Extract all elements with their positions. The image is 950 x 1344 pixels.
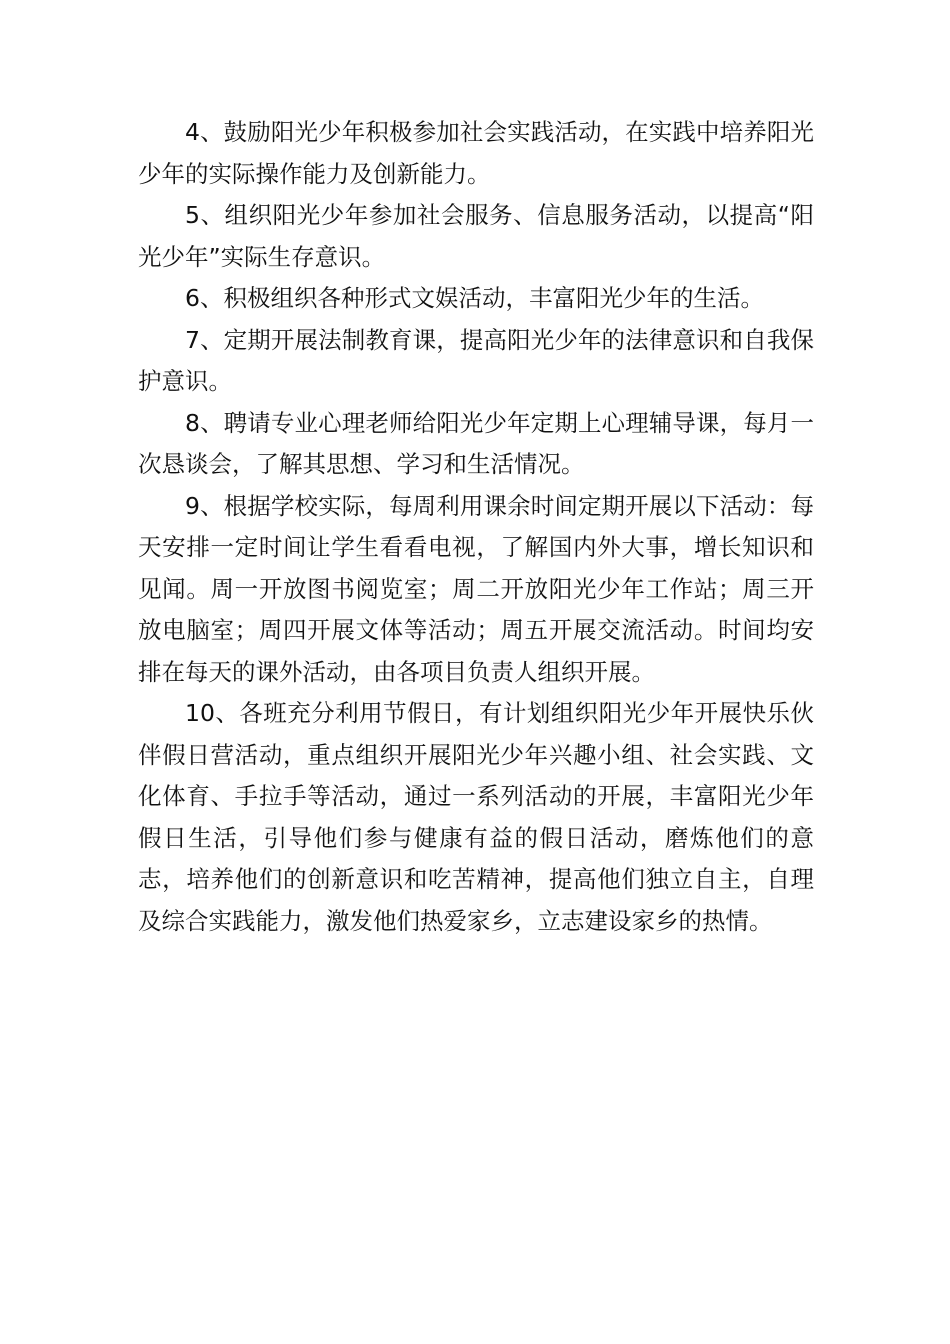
paragraph-item-7: 7、定期开展法制教育课，提高阳光少年的法律意识和自我保护意识。 [138, 325, 814, 395]
paragraph-item-4: 4、鼓励阳光少年积极参加社会实践活动，在实践中培养阳光少年的实际操作能力及创新能力。 [138, 118, 814, 188]
paragraph-item-9: 9、根据学校实际，每周利用课余时间定期开展以下活动：每天安排一定时间让学生看看电视，了解国内外大事，增长知识和见闻。周一开放图书阅览室；周二开放阳光少年工作站；周三开放电脑室；周四开展文体等活动；周五开展交流活动。时间均安排在每天的课外活动，由各项目负责人组织开展。 [138, 491, 814, 686]
paragraph-item-10: 10、各班充分利用节假日，有计划组织阳光少年开展快乐伙伴假日营活动，重点组织开展阳光少年兴趣小组、社会实践、文化体育、手拉手等活动，通过一系列活动的开展，丰富阳光少年假日生活，引导他们参与健康有益的假日活动，磨炼他们的意志，培养他们的创新意识和吃苦精神，提高他们独立自主，自理及综合实践能力，激发他们热爱家乡，立志建设家乡的热情。 [138, 699, 814, 935]
document-body [138, 112, 814, 942]
paragraph-item-8: 8、聘请专业心理老师给阳光少年定期上心理辅导课，每月一次恳谈会，了解其思想、学习和生活情况。 [138, 408, 814, 478]
paragraph-item-5: 5、组织阳光少年参加社会服务、信息服务活动，以提高“阳光少年”实际生存意识。 [138, 201, 814, 271]
paragraph-item-6: 6、积极组织各种形式文娱活动，丰富阳光少年的生活。 [185, 284, 764, 312]
